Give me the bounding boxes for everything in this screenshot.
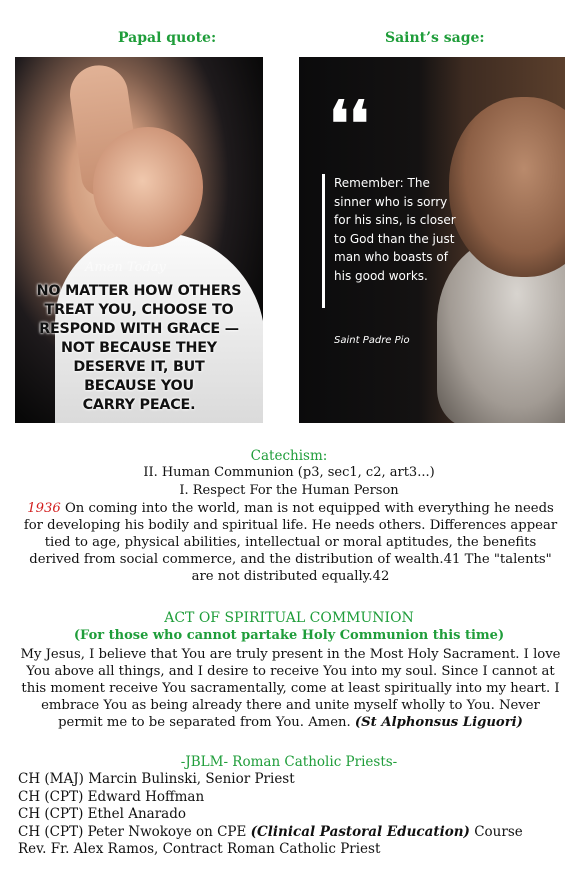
quote-line: to God than the just: [334, 231, 455, 246]
quote-line: CARRY PEACE.: [82, 397, 196, 413]
papal-quote-heading: Papal quote:: [118, 30, 217, 46]
quote-line: his good works.: [334, 268, 428, 283]
quote-line: NOT BECAUSE THEY: [61, 340, 217, 356]
quote-line: sinner who is sorry: [334, 194, 448, 209]
priests-title: -JBLM- Roman Catholic Priests-: [180, 754, 398, 770]
quote-line: man who boasts of: [334, 250, 448, 264]
quote-mark-icon: ❛❛: [329, 87, 369, 160]
saint-quote-image: [299, 57, 565, 423]
quote-line: DESERVE IT, BUT: [73, 359, 205, 375]
smiling-face: [93, 127, 203, 247]
papal-quote-image: [15, 57, 263, 423]
prayer-text: My Jesus, I believe that You are truly present in the Most Holy Sacrament. I love You above all things, and I desire to receive You into my soul. Since I cannot at this moment receive You sacramentally, come at least spiritually into my heart. I embrace You as being already there and unite myself wholly to You. Never permit me to be separated from You. Amen.: [20, 647, 561, 730]
priest-item: [18, 824, 523, 842]
cpe-expansion: (Clinical Pastoral Education): [250, 823, 470, 840]
priests-list: [18, 771, 523, 859]
saint-sage-heading: Saint’s sage:: [385, 30, 485, 46]
catechism-paragraph: [18, 500, 563, 585]
quote-line: for his sins, is closer: [334, 213, 456, 227]
saint-attribution: Saint Padre Pio: [334, 335, 410, 346]
priest-text: CH (CPT) Peter Nwokoye on CPE: [18, 823, 251, 840]
catechism-subsection: I. Respect For the Human Person: [179, 483, 399, 498]
spiritual-communion-prayer: [18, 646, 563, 731]
catechism-title: Catechism:: [250, 448, 328, 464]
priest-text-suffix: Course: [469, 823, 523, 840]
saint-quote-text: [334, 174, 474, 285]
quote-line: BECAUSE YOU: [84, 378, 194, 394]
spiritual-communion-title: ACT OF SPIRITUAL COMMUNION: [164, 610, 414, 626]
quote-line: TREAT YOU, CHOOSE TO: [44, 302, 234, 318]
priest-item: CH (CPT) Edward Hoffman: [18, 788, 205, 805]
watermark-signature: Amen Today: [85, 260, 166, 275]
papal-quote-text: [21, 282, 257, 415]
quote-line: Remember: The: [334, 176, 430, 190]
quote-line: NO MATTER HOW OTHERS: [36, 283, 242, 299]
spiritual-communion-subtitle: (For those who cannot partake Holy Communion this time): [73, 628, 505, 643]
quote-bar: [322, 174, 325, 308]
paragraph-text: On coming into the world, man is not equipped with everything he needs for developing his bodily and spiritual life. He needs others. Differences appear tied to age, physical abilities, intellectual or moral aptitudes, the benefits derived from social commerce, and the distribution of wealth.41 The "talents" are not distributed equally.42: [23, 501, 558, 584]
prayer-attribution: (St Alphonsus Liguori): [354, 715, 523, 730]
priest-item: CH (CPT) Ethel Anarado: [18, 806, 186, 822]
priest-item: CH (MAJ) Marcin Bulinski, Senior Priest: [18, 771, 295, 787]
catechism-section: II. Human Communion (p3, sec1, c2, art3...): [143, 465, 435, 480]
quote-line: RESPOND WITH GRACE —: [39, 321, 239, 337]
priest-item: Rev. Fr. Alex Ramos, Contract Roman Catholic Priest: [18, 841, 381, 857]
paragraph-number: 1936: [27, 501, 61, 516]
